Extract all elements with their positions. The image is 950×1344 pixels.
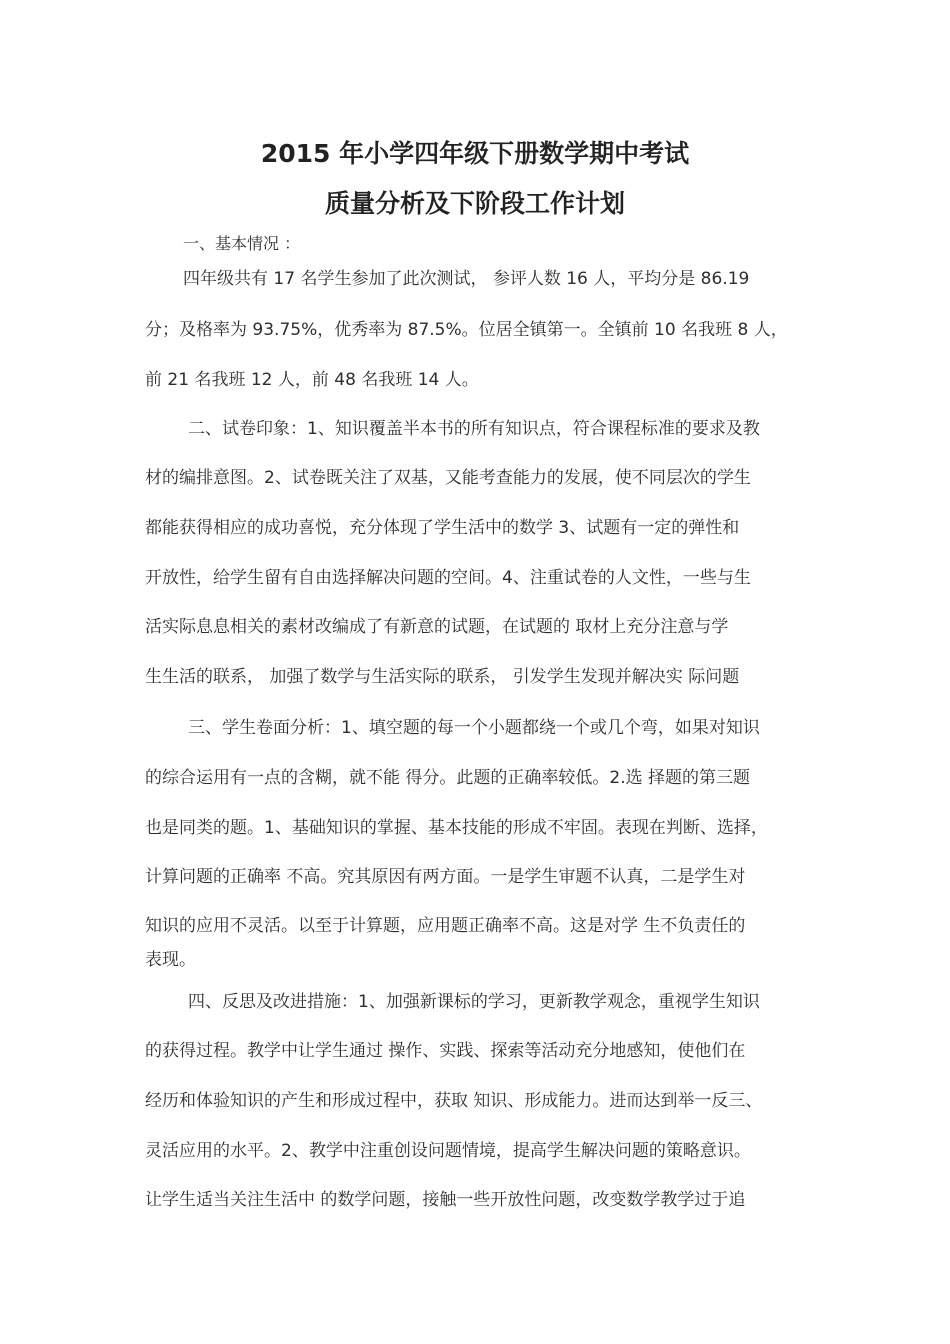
section-heading-basic-info: 一、基本情况 ：	[183, 234, 301, 253]
paragraph-line: 开放性，给学生留有自由选择解决问题的空间。4、注重试卷的人文性，一些与生	[145, 568, 751, 588]
document-title-line-1: 2015 年小学四年级下册数学期中考试	[260, 139, 690, 168]
paragraph-line: 都能获得相应的成功喜悦，充分体现了学生活中的数学 3、试题有一定的弹性和	[145, 518, 740, 538]
paragraph-line: 二、试卷印象：1、知识覆盖半本书的所有知识点，符合课程标准的要求及教	[188, 419, 760, 439]
paragraph-line: 前 21 名我班 12 人，前 48 名我班 14 人。	[145, 370, 479, 390]
paragraph-line: 也是同类的题。1、基础知识的掌握、基本技能的形成不牢固。表现在判断、选择，	[145, 818, 768, 838]
paragraph-line: 让学生适当关注生活中 的数学问题，接触一些开放性问题，改变数学教学过于追	[145, 1190, 746, 1210]
paragraph-line: 的获得过程。教学中让学生通过 操作、实践、探索等活动充分地感知，使他们在	[145, 1041, 746, 1061]
paragraph-line: 分；及格率为 93.75%，优秀率为 87.5%。位居全镇第一。全镇前 10 名我班 8 人，	[145, 320, 788, 340]
paragraph-line: 三、学生卷面分析：1、填空题的每一个小题都绕一个或几个弯，如果对知识	[188, 718, 760, 738]
paragraph-line: 活实际息息相关的素材改编成了有新意的试题，在试题的 取材上充分注意与学	[145, 617, 729, 637]
paragraph-line: 生生活的联系， 加强了数学与生活实际的联系， 引发学生发现并解决实 际问题	[145, 667, 740, 687]
paragraph-line: 材的编排意图。2、试卷既关注了双基，又能考查能力的发展，使不同层次的学生	[145, 468, 751, 488]
paragraph-line: 的综合运用有一点的含糊，就不能 得分。此题的正确率较低。2.选 择题的第三题	[145, 768, 751, 788]
paragraph-line: 灵活应用的水平。2、教学中注重创设问题情境，提高学生解决问题的策略意识。	[145, 1141, 751, 1161]
document-title-line-2: 质量分析及下阶段工作计划	[324, 189, 625, 218]
paragraph-line: 经历和体验知识的产生和形成过程中，获取 知识、形成能力。进而达到举一反三、	[145, 1091, 763, 1111]
paragraph-line: 计算问题的正确率 不高。究其原因有两方面。一是学生审题不认真，二是学生对	[145, 867, 746, 887]
paragraph-line: 四、反思及改进措施：1、加强新课标的学习，更新教学观念，重视学生知识	[188, 992, 760, 1012]
paragraph-line: 四年级共有 17 名学生参加了此次测试， 参评人数 16 人，平均分是 86.19	[183, 269, 750, 289]
paragraph-line: 知识的应用不灵活。以至于计算题，应用题正确率不高。这是对学 生不负责任的	[145, 916, 746, 936]
paragraph-line: 表现。	[145, 950, 196, 970]
